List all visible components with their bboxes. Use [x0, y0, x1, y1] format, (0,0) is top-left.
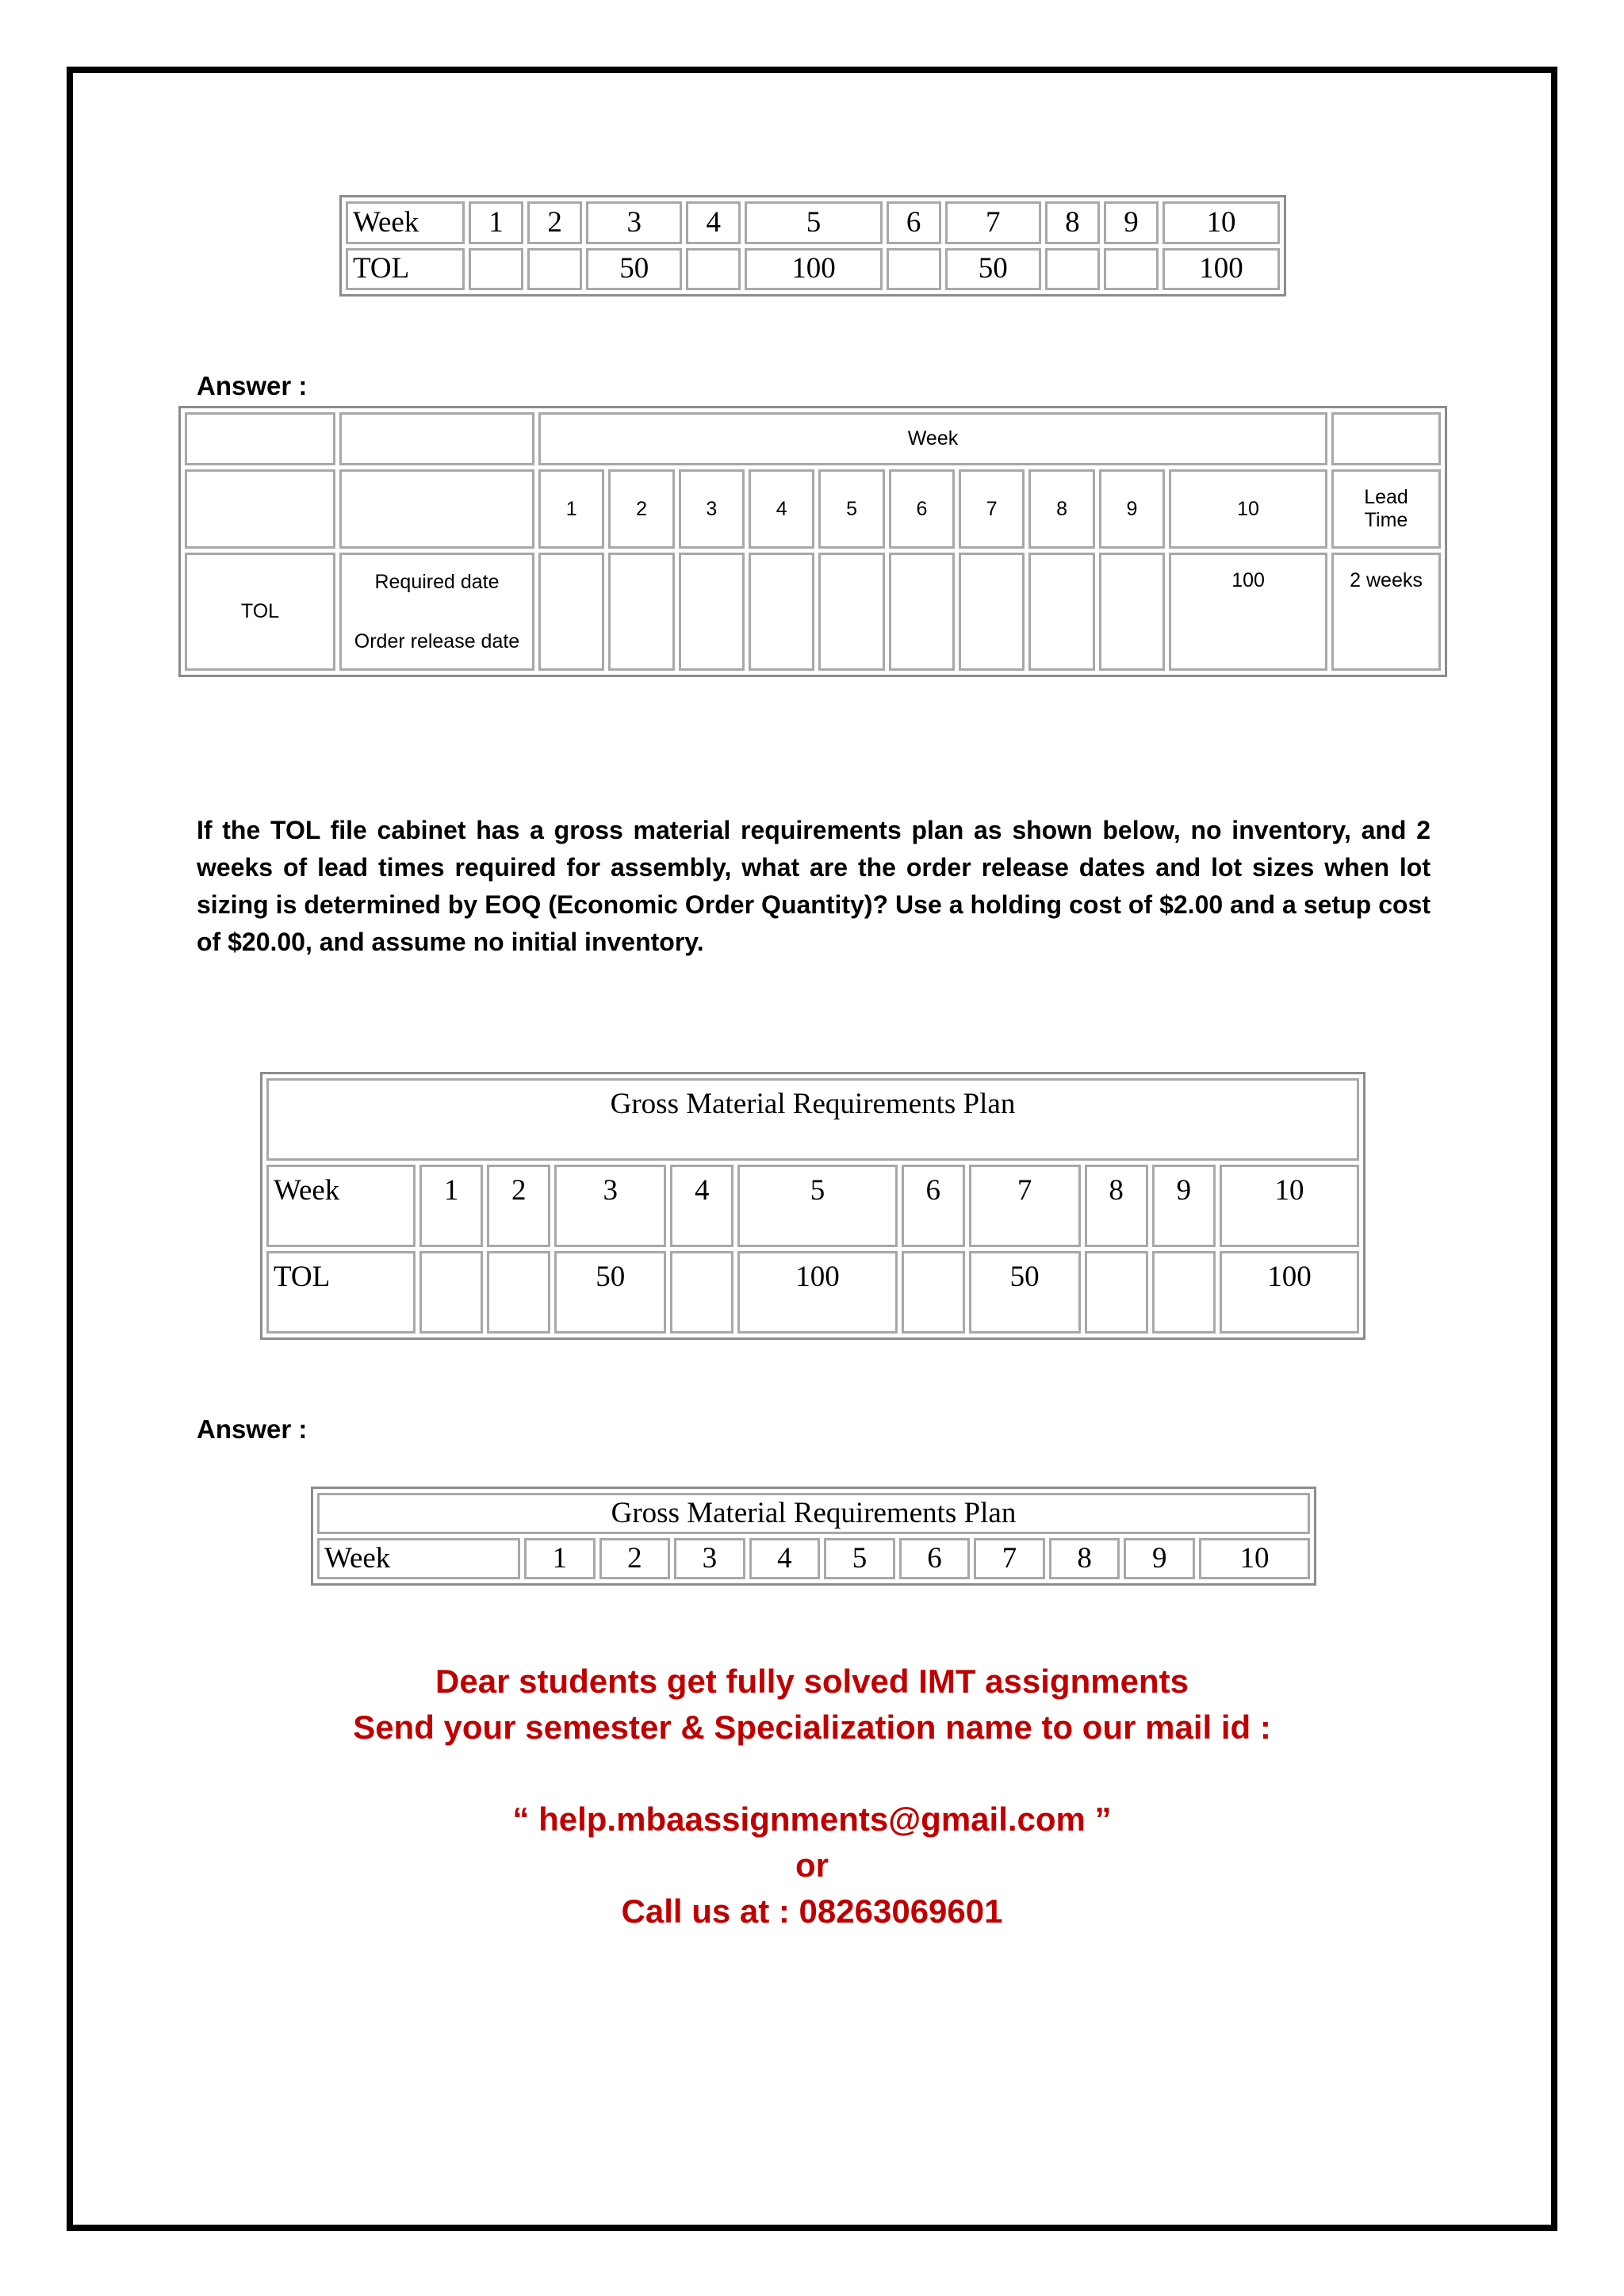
value-cell [1104, 248, 1159, 291]
week-cell: 1 [419, 1165, 483, 1247]
lead-time-header-line1: Lead [1364, 486, 1408, 509]
item-cell: TOL [185, 553, 335, 671]
week-cell: 5 [824, 1538, 895, 1579]
tol-row [346, 248, 1280, 291]
lead-time-cell: 2 weeks [1331, 553, 1441, 671]
week-cell: 9 [1099, 469, 1165, 549]
tol-row [266, 1251, 1359, 1334]
week-cell: 1 [524, 1538, 596, 1579]
value-cell [959, 553, 1025, 671]
value-cell [1028, 553, 1094, 671]
value-cell: 100 [1169, 553, 1327, 671]
promo-or: or [795, 1846, 829, 1884]
week-cell: 9 [1124, 1538, 1195, 1579]
value-cell [608, 553, 674, 671]
tol-row [185, 553, 1441, 671]
week-header-row [185, 412, 1441, 465]
question-text: If the TOL file cabinet has a gross material requirements plan as shown below, no inventory, and 2 weeks of lead times required for assembly, what are the order release dates and lot sizes when lot sizing is determined by EOQ (Economic Order Quantity)? Use a holding cost of $2.00 and a setup cost of $20.00, and assume no initial inventory. [197, 816, 1431, 956]
promo-block [67, 1659, 1557, 1934]
value-cell [749, 553, 814, 671]
value-cell: 100 [745, 248, 882, 291]
week-cell: 10 [1199, 1538, 1310, 1579]
week-cell: 10 [1162, 201, 1280, 244]
week-cell: 5 [737, 1165, 897, 1247]
week-cell: 3 [679, 469, 745, 549]
week-cell: 6 [899, 1538, 971, 1579]
value-cell [902, 1251, 965, 1334]
week-row [266, 1165, 1359, 1247]
week-cell: 6 [889, 469, 955, 549]
value-cell [527, 248, 582, 291]
week-cell: 10 [1169, 469, 1327, 549]
week-header-cell: Week [317, 1538, 520, 1579]
answer-plan-table [311, 1487, 1316, 1586]
week-cell: 1 [538, 469, 604, 549]
week-cell: 4 [670, 1165, 733, 1247]
week-cell: 8 [1045, 201, 1100, 244]
table-title: Gross Material Requirements Plan [266, 1078, 1359, 1161]
empty-cell [339, 469, 534, 549]
empty-cell [1331, 412, 1441, 465]
week-row [317, 1538, 1310, 1579]
value-cell [469, 248, 523, 291]
week-cell: 10 [1220, 1165, 1359, 1247]
promo-call: Call us at : 08263069601 [621, 1892, 1003, 1930]
week-cell: 7 [959, 469, 1025, 549]
value-cell [686, 248, 741, 291]
order-release-date-label: Order release date [354, 629, 520, 652]
week-cell: 8 [1028, 469, 1094, 549]
value-cell: 50 [945, 248, 1041, 291]
week-cell: 2 [527, 201, 582, 244]
answer-label: Answer : [197, 371, 308, 400]
week-number-row [185, 469, 1441, 549]
tol-label-cell: TOL [266, 1251, 416, 1334]
value-cell [1045, 248, 1100, 291]
value-cell: 100 [737, 1251, 897, 1334]
week-cell: 5 [745, 201, 882, 244]
value-cell [889, 553, 955, 671]
week-cell: 4 [686, 201, 741, 244]
answer-label: Answer : [197, 1414, 308, 1444]
table-title: Gross Material Requirements Plan [317, 1493, 1310, 1534]
value-cell [887, 248, 941, 291]
week-cell: 7 [945, 201, 1041, 244]
week-cell: 3 [586, 201, 682, 244]
value-cell [487, 1251, 550, 1334]
promo-line-2: Send your semester & Specialization name to our mail id : [353, 1709, 1271, 1746]
week-header-cell: Week [266, 1165, 416, 1247]
spacer [67, 1751, 1557, 1797]
week-cell: 4 [749, 469, 814, 549]
week-header-cell: Week [346, 201, 465, 244]
week-cell: 6 [887, 201, 941, 244]
week-cell: 9 [1152, 1165, 1216, 1247]
value-cell [1099, 553, 1165, 671]
promo-line-1: Dear students get fully solved IMT assignments [435, 1663, 1189, 1700]
week-cell: 8 [1085, 1165, 1148, 1247]
week-cell: 2 [608, 469, 674, 549]
value-cell: 100 [1220, 1251, 1359, 1334]
value-cell: 50 [554, 1251, 666, 1334]
value-cell [1085, 1251, 1148, 1334]
week-cell: 3 [674, 1538, 745, 1579]
value-cell [419, 1251, 483, 1334]
value-cell [538, 553, 604, 671]
title-row [266, 1078, 1359, 1161]
value-cell [818, 553, 884, 671]
week-cell: 4 [749, 1538, 821, 1579]
week-cell: 2 [599, 1538, 671, 1579]
week-cell: 5 [818, 469, 884, 549]
value-cell: 50 [969, 1251, 1081, 1334]
tol-label-cell: TOL [346, 248, 465, 291]
value-cell: 50 [586, 248, 682, 291]
week-cell: 9 [1104, 201, 1159, 244]
week-cell: 2 [487, 1165, 550, 1247]
week-row [346, 201, 1280, 244]
row-labels-cell [339, 553, 534, 671]
empty-cell [339, 412, 534, 465]
value-cell [670, 1251, 733, 1334]
week-cell: 8 [1049, 1538, 1120, 1579]
empty-cell [185, 412, 335, 465]
title-row [317, 1493, 1310, 1534]
required-date-label: Required date [374, 570, 500, 593]
value-cell: 100 [1162, 248, 1280, 291]
promo-email: “ help.mbaassignments@gmail.com ” [512, 1800, 1112, 1838]
value-cell [679, 553, 745, 671]
lead-time-header-cell [1331, 469, 1441, 549]
gross-material-requirements-plan-table [260, 1072, 1365, 1340]
week-header-cell: Week [538, 412, 1327, 465]
week-cell: 1 [469, 201, 523, 244]
week-cell: 3 [554, 1165, 666, 1247]
week-cell: 7 [969, 1165, 1081, 1247]
gross-requirements-table-top [339, 195, 1286, 297]
order-release-answer-table [178, 406, 1447, 677]
lead-time-header-line2: Time [1364, 509, 1408, 532]
value-cell [1152, 1251, 1216, 1334]
week-cell: 7 [974, 1538, 1045, 1579]
week-cell: 6 [902, 1165, 965, 1247]
empty-cell [185, 469, 335, 549]
